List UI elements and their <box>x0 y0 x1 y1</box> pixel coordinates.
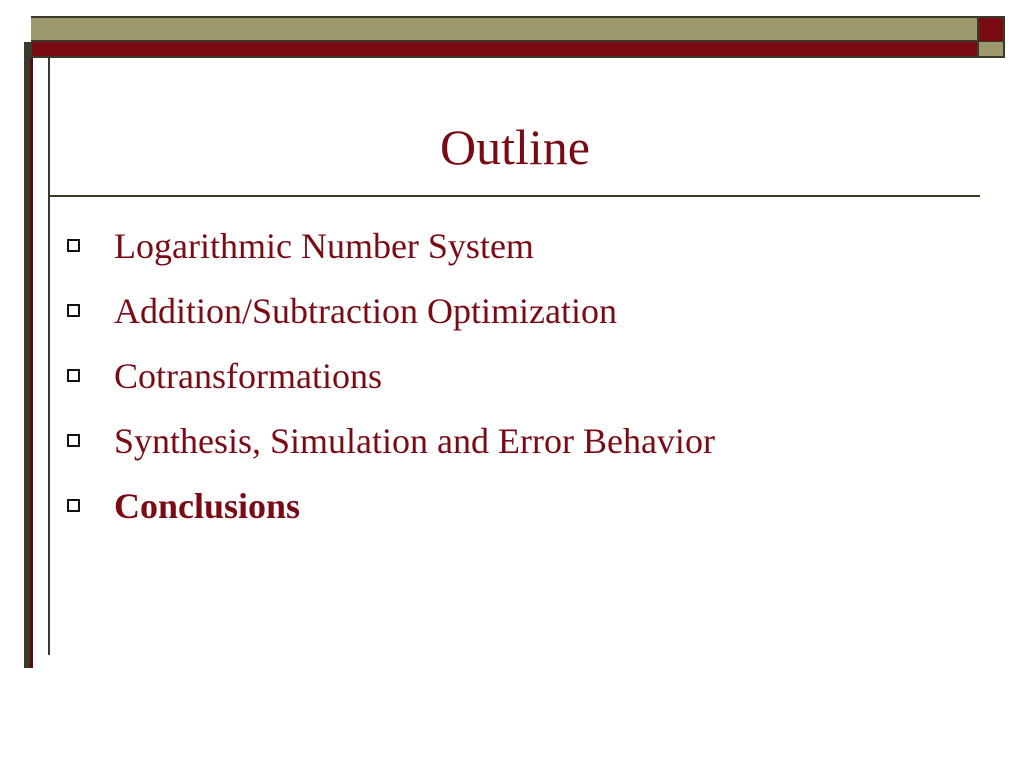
corner-square-red <box>977 16 1005 43</box>
bullet-list <box>64 213 974 538</box>
bullet-item <box>64 343 974 408</box>
hollow-square-bullet-icon <box>67 304 80 317</box>
hollow-square-bullet-icon <box>67 434 80 447</box>
hollow-square-bullet-icon <box>67 369 80 382</box>
bullet-item <box>64 408 974 473</box>
hollow-square-bullet-icon <box>67 499 80 512</box>
bullet-text: Synthesis, Simulation and Error Behavior <box>114 420 715 461</box>
bullet-text: Addition/Subtraction Optimization <box>114 290 617 331</box>
bullet-text: Logarithmic Number System <box>114 225 534 266</box>
bullet-item <box>64 278 974 343</box>
slide-title: Outline <box>440 119 590 175</box>
bullet-text: Conclusions <box>114 485 301 526</box>
hollow-square-bullet-icon <box>67 239 80 252</box>
left-decorative-bar-red <box>30 58 33 668</box>
title-divider <box>50 195 980 197</box>
bullet-item <box>64 213 974 278</box>
corner-square-olive <box>977 42 1005 58</box>
bullet-item <box>64 473 974 538</box>
top-decorative-band <box>31 16 977 42</box>
top-decorative-band-red <box>31 42 977 58</box>
bullet-text: Cotransformations <box>114 355 382 396</box>
